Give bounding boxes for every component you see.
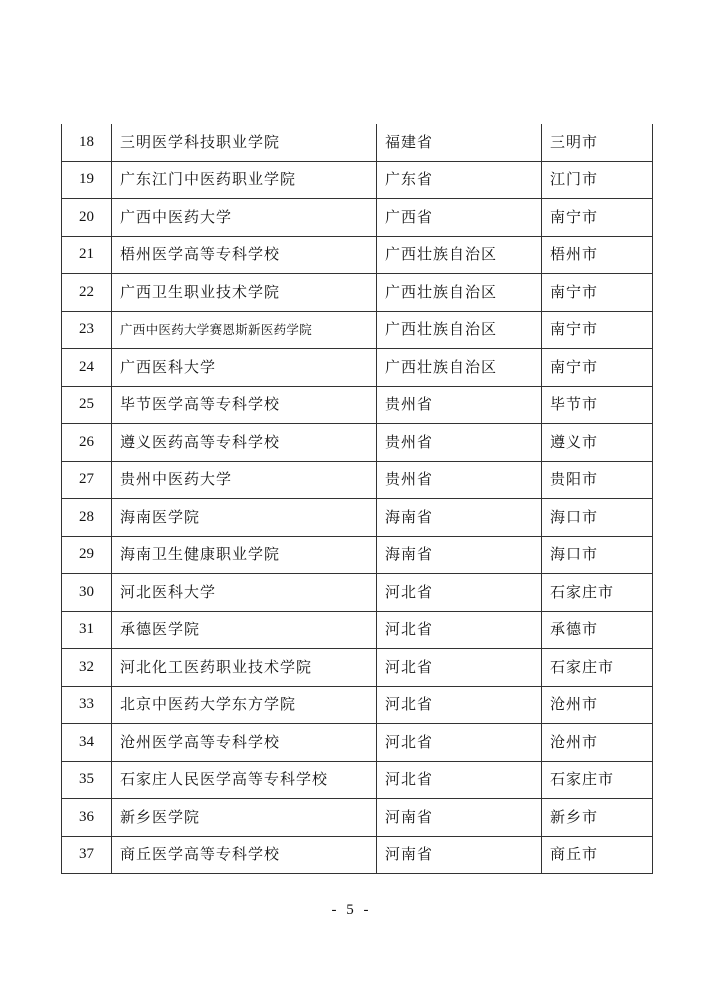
- row-number: 36: [62, 799, 112, 837]
- city: 南宁市: [542, 349, 653, 387]
- school-name: 海南医学院: [112, 499, 377, 537]
- table-row: [62, 836, 653, 874]
- province: 贵州省: [377, 386, 542, 424]
- school-name: 三明医学科技职业学院: [112, 124, 377, 161]
- row-number: 32: [62, 649, 112, 687]
- school-table: [61, 124, 653, 874]
- table-row: [62, 349, 653, 387]
- school-name: 海南卫生健康职业学院: [112, 536, 377, 574]
- city: 海口市: [542, 499, 653, 537]
- province: 贵州省: [377, 424, 542, 462]
- city: 南宁市: [542, 274, 653, 312]
- row-number: 19: [62, 161, 112, 199]
- table-row: [62, 686, 653, 724]
- school-name: 沧州医学高等专科学校: [112, 724, 377, 762]
- row-number: 18: [62, 124, 112, 161]
- table-row: [62, 311, 653, 349]
- city: 南宁市: [542, 311, 653, 349]
- table-row: [62, 799, 653, 837]
- province: 河北省: [377, 611, 542, 649]
- city: 石家庄市: [542, 761, 653, 799]
- table-row: [62, 536, 653, 574]
- table-row: [62, 724, 653, 762]
- province: 贵州省: [377, 461, 542, 499]
- city: 贵阳市: [542, 461, 653, 499]
- school-name: 梧州医学高等专科学校: [112, 236, 377, 274]
- row-number: 23: [62, 311, 112, 349]
- school-name: 贵州中医药大学: [112, 461, 377, 499]
- school-name: 广西卫生职业技术学院: [112, 274, 377, 312]
- province: 广西壮族自治区: [377, 274, 542, 312]
- city: 梧州市: [542, 236, 653, 274]
- school-table-body: [62, 124, 653, 874]
- table-row: [62, 124, 653, 161]
- row-number: 37: [62, 836, 112, 874]
- city: 南宁市: [542, 199, 653, 237]
- row-number: 31: [62, 611, 112, 649]
- table-row: [62, 161, 653, 199]
- school-name: 商丘医学高等专科学校: [112, 836, 377, 874]
- school-name: 北京中医药大学东方学院: [112, 686, 377, 724]
- city: 石家庄市: [542, 649, 653, 687]
- province: 河北省: [377, 686, 542, 724]
- province: 河北省: [377, 761, 542, 799]
- city: 海口市: [542, 536, 653, 574]
- province: 海南省: [377, 499, 542, 537]
- table-row: [62, 386, 653, 424]
- table-row: [62, 461, 653, 499]
- table-row: [62, 499, 653, 537]
- table-row: [62, 761, 653, 799]
- city: 三明市: [542, 124, 653, 161]
- school-name: 承德医学院: [112, 611, 377, 649]
- row-number: 27: [62, 461, 112, 499]
- province: 河南省: [377, 799, 542, 837]
- city: 沧州市: [542, 724, 653, 762]
- school-name: 广西中医药大学赛恩斯新医药学院: [112, 311, 377, 349]
- province: 河北省: [377, 574, 542, 612]
- school-name: 石家庄人民医学高等专科学校: [112, 761, 377, 799]
- table-row: [62, 236, 653, 274]
- table-row: [62, 649, 653, 687]
- row-number: 21: [62, 236, 112, 274]
- school-name: 广西中医药大学: [112, 199, 377, 237]
- table-row: [62, 424, 653, 462]
- table-row: [62, 199, 653, 237]
- row-number: 24: [62, 349, 112, 387]
- row-number: 33: [62, 686, 112, 724]
- city: 新乡市: [542, 799, 653, 837]
- city: 承德市: [542, 611, 653, 649]
- province: 广东省: [377, 161, 542, 199]
- school-name: 广东江门中医药职业学院: [112, 161, 377, 199]
- city: 江门市: [542, 161, 653, 199]
- table-row: [62, 274, 653, 312]
- table-row: [62, 611, 653, 649]
- school-name: 遵义医药高等专科学校: [112, 424, 377, 462]
- school-name: 新乡医学院: [112, 799, 377, 837]
- province: 海南省: [377, 536, 542, 574]
- school-name: 广西医科大学: [112, 349, 377, 387]
- school-name: 毕节医学高等专科学校: [112, 386, 377, 424]
- city: 石家庄市: [542, 574, 653, 612]
- city: 沧州市: [542, 686, 653, 724]
- school-name: 河北化工医药职业技术学院: [112, 649, 377, 687]
- province: 河北省: [377, 724, 542, 762]
- province: 广西省: [377, 199, 542, 237]
- page-number: - 5 -: [331, 902, 372, 918]
- school-name: 河北医科大学: [112, 574, 377, 612]
- table-row: [62, 574, 653, 612]
- province: 广西壮族自治区: [377, 236, 542, 274]
- row-number: 29: [62, 536, 112, 574]
- city: 商丘市: [542, 836, 653, 874]
- city: 遵义市: [542, 424, 653, 462]
- row-number: 26: [62, 424, 112, 462]
- province: 广西壮族自治区: [377, 349, 542, 387]
- city: 毕节市: [542, 386, 653, 424]
- row-number: 34: [62, 724, 112, 762]
- province: 河南省: [377, 836, 542, 874]
- row-number: 30: [62, 574, 112, 612]
- row-number: 28: [62, 499, 112, 537]
- row-number: 25: [62, 386, 112, 424]
- row-number: 22: [62, 274, 112, 312]
- province: 河北省: [377, 649, 542, 687]
- row-number: 35: [62, 761, 112, 799]
- row-number: 20: [62, 199, 112, 237]
- province: 福建省: [377, 124, 542, 161]
- province: 广西壮族自治区: [377, 311, 542, 349]
